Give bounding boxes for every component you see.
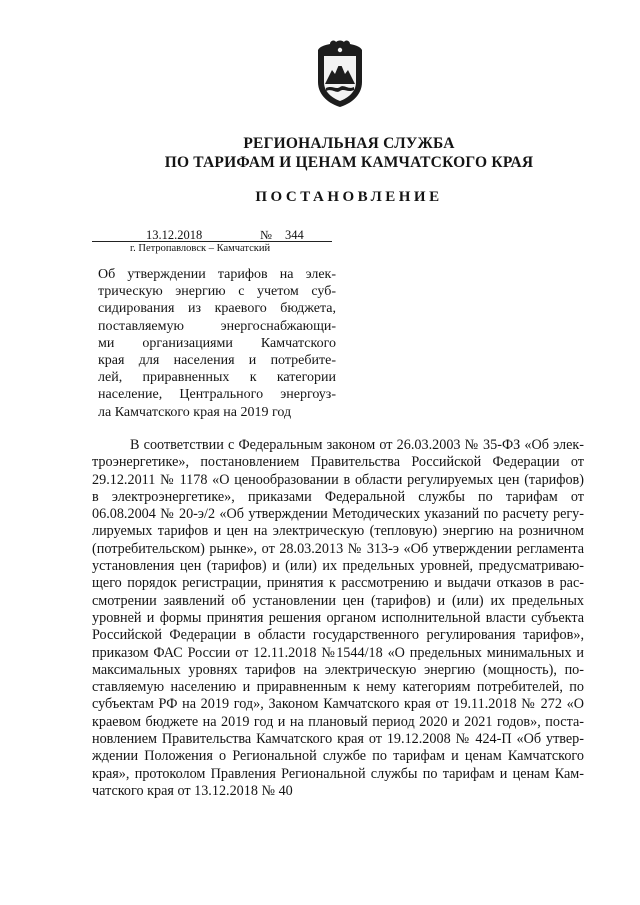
subject-line: сидирования из краевого бюджета, — [98, 301, 336, 317]
subject-line: поставляемую энергоснабжающи- — [98, 318, 336, 334]
document-type — [0, 189, 640, 206]
organization-title-line-2: ПО ТАРИФАМ И ЦЕНАМ КАМЧАТСКОГО КРАЯ — [164, 154, 534, 171]
document-number: 344 — [285, 228, 304, 242]
body-line: края», протоколом Правления Региональной службы по тарифам и ценам Кам- — [92, 765, 584, 782]
subject-line: трическую энергию с учетом суб- — [98, 284, 336, 300]
document-date: 13.12.2018 — [146, 228, 203, 242]
document-type-label: ПОСТАНОВЛЕНИЕ — [255, 189, 443, 205]
body-line: троэнергетике», постановлением Правительства Российской Федерации от — [92, 454, 584, 471]
body-line: ждении Положения о Региональной службе по тарифам и ценам Камчатского — [92, 748, 584, 765]
body-line: установления цен (тарифов) и (или) их предельных уровней, предусматриваю- — [92, 558, 584, 575]
document-subject — [98, 266, 336, 421]
body-line: лируемых тарифов и цен на электрическую (тепловую) энергию на розничном — [92, 523, 584, 540]
date-number-line — [92, 228, 332, 242]
body-line: Российской Федерации в области государственного регулирования тарифов», — [92, 627, 584, 644]
organization-title — [0, 134, 640, 172]
kamchatka-coat-of-arms-icon — [312, 40, 368, 108]
body-line: уровней и формы принятия решения органом исполнительной власти субъекта — [92, 609, 584, 626]
body-line: (потребительском) рынке», от 28.03.2013 № 313-э «Об утверждении регламента — [92, 540, 584, 557]
document-body-paragraph — [92, 437, 584, 800]
body-line: 06.08.2004 № 20-э/2 «Об утверждении Методических указаний по расчету регу- — [92, 506, 584, 523]
body-line: В соответствии с Федеральным законом от 26.03.2003 № 35-ФЗ «Об элек- — [130, 437, 584, 453]
body-line: чатского края от 13.12.2018 № 40 — [92, 782, 293, 799]
body-line: краевом бюджете на 2019 год и на плановый период 2020 и 2021 годов», поста- — [92, 713, 584, 730]
organization-title-line-1: РЕГИОНАЛЬНАЯ СЛУЖБА — [243, 135, 455, 152]
document-city: г. Петропавловск – Камчатский — [130, 243, 271, 254]
body-line: субъектам РФ на 2019 год», Законом Камчатского края от 19.11.2018 № 272 «О — [92, 696, 584, 713]
body-line: щего порядок регистрации, принятия к рассмотрению и выдачи отказов в рас- — [92, 575, 584, 592]
body-line: максимальных уровнях тарифов на электрическую энергию (мощность), по- — [92, 661, 584, 678]
body-line: смотрении заявлений об установлении цен (тарифов) и (или) их предельных — [92, 592, 584, 609]
subject-line: края для населения и потребите- — [98, 353, 336, 369]
date-underline — [92, 241, 332, 242]
subject-line: лей, приравненных к категории — [98, 370, 336, 386]
subject-line: население, Центрального энергоуз- — [98, 387, 336, 403]
body-line: приказом ФАС России от 12.11.2018 №1544/18 «О предельных минимальных и — [92, 644, 584, 661]
body-line: 29.12.2011 № 1178 «О ценообразовании в области регулируемых цен (тарифов) — [92, 471, 584, 488]
subject-line: ла Камчатского края на 2019 год — [98, 404, 292, 420]
number-sign: № — [260, 228, 272, 242]
subject-line: Об утверждении тарифов на элек- — [98, 267, 336, 282]
body-line: ставляемую населению и приравненным к нему категориям потребителей, по — [92, 679, 584, 696]
subject-line: ми организациями Камчатского — [98, 335, 336, 351]
body-line: в электроэнергетике», приказами Федеральной службы по тарифам от — [92, 488, 584, 505]
body-line: новлением Правительства Камчатского края от 19.12.2008 № 424-П «Об утвер- — [92, 731, 584, 748]
